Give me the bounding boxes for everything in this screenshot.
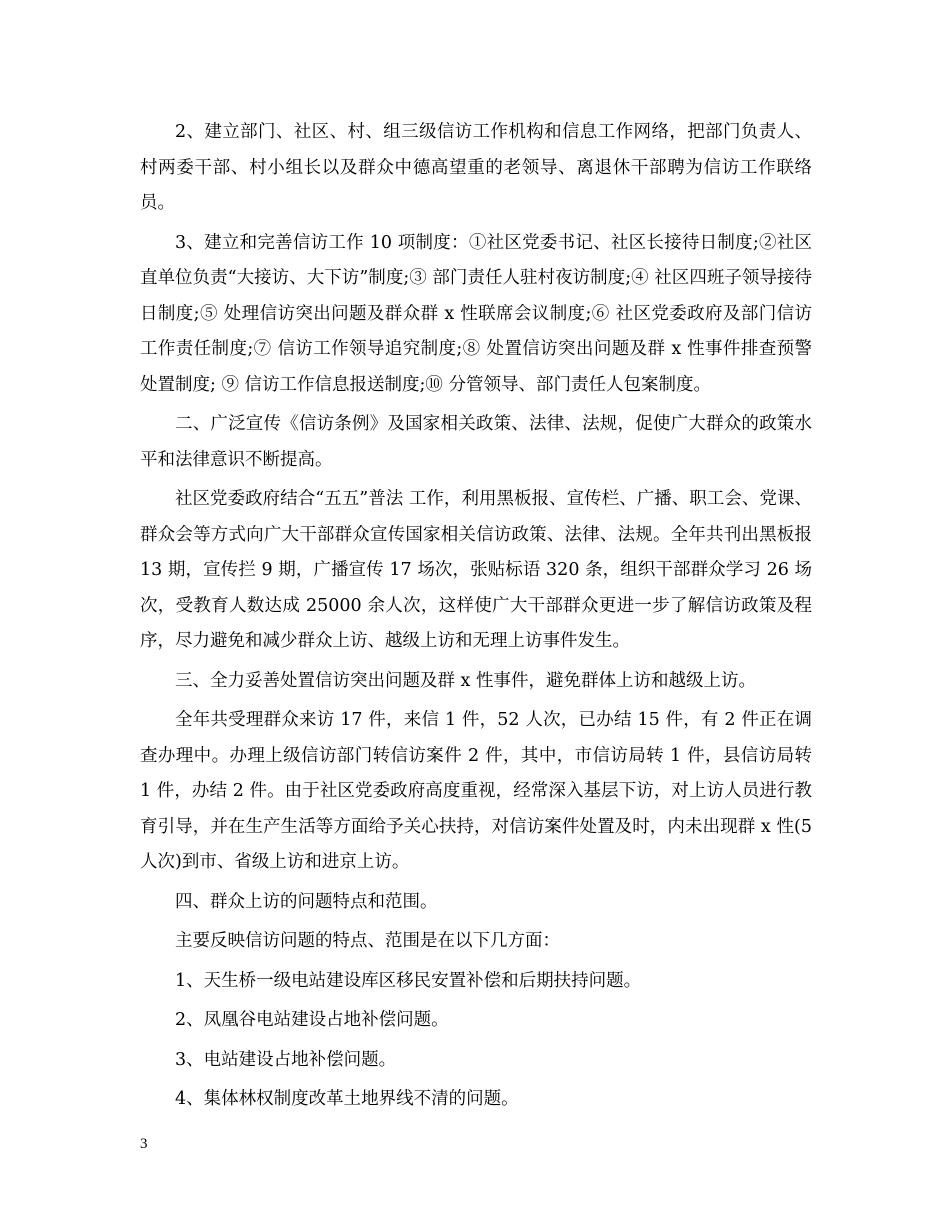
list-item: 4、集体林权制度改革土地界线不清的问题。 <box>175 1089 519 1109</box>
paragraph: 2、建立部门、社区、村、组三级信访工作机构和信息工作网络，把部门负责人、村两委干部、村小组长以及群众中德高望重的老领导、离退休干部聘为信访工作联络员。 <box>140 122 812 213</box>
list-item: 2、凤凰谷电站建设占地补偿问题。 <box>175 1010 449 1030</box>
list-item: 3、电站建设占地补偿问题。 <box>175 1049 397 1070</box>
document-body <box>140 115 812 1122</box>
paragraph: 社区党委政府结合“五五”普法 工作，利用黑板报、宣传栏、广播、职工会、党课、群众会等方式向广大干部群众宣传国家相关信访政策、法律、法规。全年共刊出黑板报 13 期，宣传拦 9 期，广播宣传 17 场次，张贴标语 320 条，组织干部群众学习 26 场次，受教育人数达成 25000 余人次，这样使广大干部群众更进一步了解信访政策及程序，尽力避免和减少群众上访、越级上访和无理上访事件发生。 <box>140 489 812 651</box>
section-heading: 三、全力妥善处置信访突出问题及群 x 性事件，避免群体上访和越级上访。 <box>175 670 756 691</box>
list-item: 1、天生桥一级电站建设库区移民安置补偿和后期扶持问题。 <box>175 970 642 991</box>
section-heading: 四、群众上访的问题特点和范围。 <box>175 891 438 912</box>
section-heading: 二、广泛宣传《信访条例》及国家相关政策、法律、法规，促使广大群众的政策水平和法律意识不断提高。 <box>140 414 812 470</box>
paragraph: 全年共受理群众来访 17 件，来信 1 件，52 人次，已办结 15 件，有 2 件正在调查办理中。办理上级信访部门转信访案件 2 件，其中，市信访局转 1 件，县信访局转 1 件，办结 2 件。由于社区党委政府高度重视，经常深入基层下访，对上访人员进行教育引导，并在生产生活等方面给予关心扶持，对信访案件处置及时，内未出现群 x 性(5 人次)到市、省级上访和进京上访。 <box>140 710 812 872</box>
paragraph: 主要反映信访问题的特点、范围是在以下几方面： <box>175 931 560 951</box>
paragraph: 3、建立和完善信访工作 10 项制度：①社区党委书记、社区长接待日制度;②社区直单位负责“大接访、大下访”制度;③ 部门责任人驻村夜访制度;④ 社区四班子领导接待日制度;⑤ 处理信访突出问题及群众群 x 性联席会议制度;⑥ 社区党委政府及部门信访工作责任制度;⑦ 信访工作领导追究制度;⑧ 处置信访突出问题及群 x 性事件排查预警处置制度; ⑨ 信访工作信息报送制度;⑩ 分管领导、部门责任人包案制度。 <box>140 232 812 395</box>
page-number: 3 <box>140 1136 148 1152</box>
